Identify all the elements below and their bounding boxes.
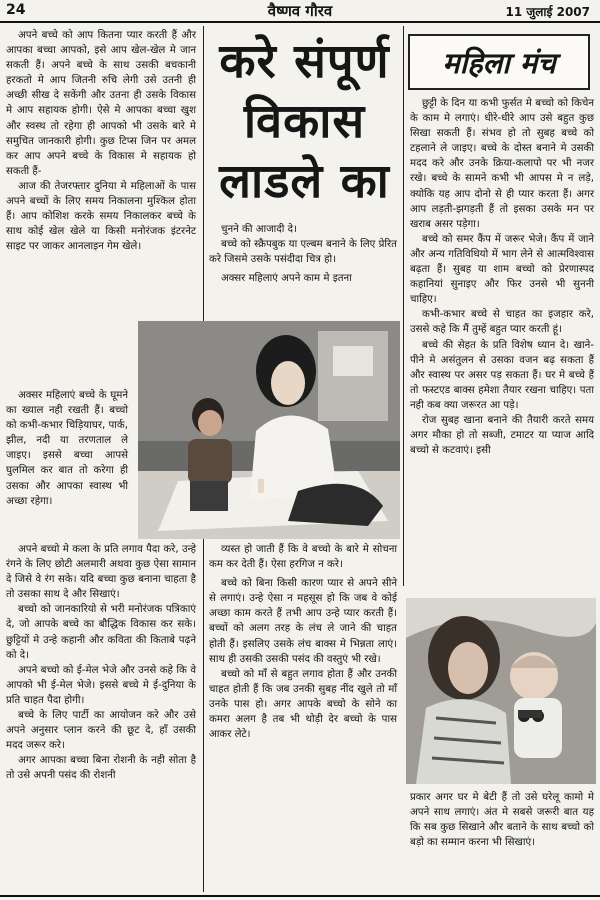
headline-line-2: विकास	[243, 94, 366, 149]
headline-line-3: लाडले का	[219, 154, 390, 209]
mother-baby-illustration	[406, 598, 596, 784]
footer-rule	[0, 895, 600, 897]
section-title-box	[408, 34, 590, 90]
masthead: वैष्णव गौरव	[267, 2, 333, 20]
headline-line-1: करे संपूर्ण	[219, 34, 390, 89]
column-1-bottom	[6, 542, 196, 784]
column-2-middle	[209, 542, 397, 742]
mother-son-illustration	[138, 321, 400, 539]
paragraph: बच्चे को स्क्रैपबुक या एल्बम बनाने के लिए प्रेरित करे जिसमे उसके पसंदीदा चित्र हो।	[209, 239, 397, 266]
paragraph: बच्चो को माँ से बहुत लगाव होता हैं और उनकी चाहत होती हैं कि जब उनकी सुबह नींद खुले तो माँ उनके पास हो। अगर आपके बच्चो के सोने का कमरा अलग है तब भी थोड़ी देर बच्चो के पास आकर लेटे।	[209, 668, 397, 741]
paragraph: अपने बच्चो मे कला के प्रति लगाव पैदा करे, उन्हे रंगने के लिए छोटी अलमारी अथवा कुछ ऐसा सामान दे जिसे वे रंग सके। यदि बच्चा कुछ बनाना चाहता है तो उसका साथ दे और सिखाएं।	[6, 544, 196, 601]
paragraph: रोज सुबह खाना बनाने की तैयारी करते समय अगर मौका हो तो सब्जी, टमाटर या प्याज आदि बच्चो से कटवाएं। इसी	[410, 414, 594, 457]
photo-mother-baby	[406, 598, 596, 784]
header-rule	[0, 21, 600, 23]
paragraph: अक्सर महिलाएं अपने काम मे इतना	[221, 273, 352, 285]
paragraph: बच्चे को समर कैंप में जरूर भेजे। कैंप में जाने और अन्य गतिविधियो में भाग लेने से आत्मविश्वास बढ़ता हैं। सुबह या शाम बच्चो को प्रेरणास्पद कहानियां सुनाइए और फिर उनसे भी सुननी चाहिए।	[410, 233, 594, 306]
paragraph: कभी-कभार बच्चे से चाहत का इजहार करे, उससे कहे कि मैं तुम्हें बहुत प्यार करती हूं।	[410, 309, 594, 336]
column-3	[410, 96, 594, 458]
paragraph: अपने बच्चे को आप कितना प्यार करती हैं और आपका बच्चा आपको, इसे आप खेल-खेल मे जान सकती हैं। अपने बच्चे के साथ उसकी बचकानी हरकतो मे आप जितनी रुचि लेगी उसे उतनी ही अच्छी सीख दे सकेंगी और उतना ही उसके विकास मे आप सहायक होगी। ऐसे मे आपका बच्चा खुश और स्वस्थ तो रहेगा ही आपको भी उसके बारे मे समुचित जानकारी होगी। कुछ टिप्स जिन पर अमल कर आप अपने बच्चे के विकास मे सहायक हो सकती हैं-	[6, 30, 196, 177]
paragraph: प्रकार अगर घर मे बेटी हैं तो उसे घरेलू कामो मे अपने साथ लगाएं। अंत मे सबसे जरूरी बात यह कि सब कुछ सिखाने और बताने के साथ बच्चो को बड़ो का सम्मान करना भी सिखाएं।	[410, 792, 594, 849]
column-2-top	[209, 222, 397, 286]
photo-mother-son	[138, 321, 400, 539]
column-1-wrap	[6, 388, 128, 509]
paragraph: अपने बच्चो को ई-मेल भेजे और उनसे कहे कि वे आपको भी ई-मेल भेजे। इससे बच्चे मे ई-दुनिया के प्रति चाहत पैदा होगी।	[6, 664, 196, 706]
paragraph: अक्सर महिलाएं बच्चे के घूमने का ख्याल नही रखती हैं। बच्चो को कभी-कभार चिड़ियाघर, पार्क, झील, नदी या तरणताल ले जाइए। इससे बच्चा आपसे घुलमिल कर बात तो करेगा ही उसका और आपका स्वास्थ भी अच्छा रहेगा।	[6, 390, 128, 507]
paragraph: बच्चे के लिए पार्टी का आयोजन करे और उसे अपने अनुसार प्लान करने की छूट दे, हाँ उसकी मदद जरूर करे।	[6, 710, 196, 752]
paragraph: अगर आपका बच्चा बिना रोशनी के नही सोता है तो उसे अपनी पसंद की रोशनी	[6, 755, 196, 782]
paragraph: व्यस्त हो जाती हैं कि वे बच्चो के बारे मे सोचना कम कर देती हैं। ऐसा हरगिज न करे।	[209, 544, 397, 571]
issue-date: 11 जुलाई 2007	[505, 5, 590, 19]
page-number: 24	[6, 2, 26, 18]
paragraph: आज की तेजरफ्तार दुनिया मे महिलाओं के पास अपने बच्चों के लिए समय निकालना मुश्किल होता हैं। आप कोशिश करके समय निकालकर बच्चे के साथ कोई खेल खेले या किसी मनोरंजक इंटरनेट साइट पर जाकर आनलाइन गेम खेले।	[6, 180, 196, 253]
paragraph: बच्चे की सेहत के प्रति विशेष ध्यान दे। खाने-पीने मे असंतुलन से उसका वजन बढ़ सकता हैं और स्वास्थ पर असर पड़ सकता हैं। घर मे बच्चे हैं तो फस्टएड बाक्स हमेशा तैयार रखना चाहिए। पता नही कब क्या जरूरत आ पड़े।	[410, 339, 594, 411]
column-1-top	[6, 28, 196, 254]
article-headline	[212, 32, 397, 212]
page-header	[0, 0, 600, 22]
column-3-bottom	[410, 790, 594, 850]
paragraph: बच्चे को बिना किसी कारण प्यार से अपने सीने से लगाएं। उन्हे ऐसा न महसूस हो कि जब वे कोई अच्छा काम करते हैं तभी आप उन्हे प्यार करती हैं। बच्चों को अलग तरह के लंच ले जाने की चाहत होती हैं। इसलिए उसके लंच बाक्स मे भिन्नता लाएं। साथ ही उसकी उसकी पसंद की वस्तुएं भी रखे।	[209, 578, 397, 665]
paragraph: छुट्टी के दिन या कभी फुर्सत मे बच्चो को किचेन के काम मे लगाएं। धीरे-धीरे आप उसे बहुत कुछ सिखा सकती हैं। संभव हो तो सुबह बच्चे को टहलाने ले जाइए। बच्चे के दोस्त बनाने मे उसकी मदद करे और उनके क्रिया-कलापो पर भी नजर रखे। बच्चे के सामने कभी भी आपस मे न लड़े, क्योकि यह आप दोनो से ही प्यार करता हैं। अगर आप लड़ती-झगड़ती हैं तो इसका उसके मन पर खराब असर पड़ेगा।	[410, 98, 594, 230]
section-title: महिला मंच	[442, 45, 556, 80]
column-divider-right	[403, 26, 404, 586]
paragraph: चुनने की आजादी दे।	[221, 224, 297, 235]
paragraph: बच्चो को जानकारियो से भरी मनोरंजक पत्रिकाएं दे, जो आपके बच्चे का बौद्धिक विकास कर सके। छुट्टियों मे उन्हे कहानी और कविता की किताबे पढ़ने को दे।	[6, 604, 196, 661]
